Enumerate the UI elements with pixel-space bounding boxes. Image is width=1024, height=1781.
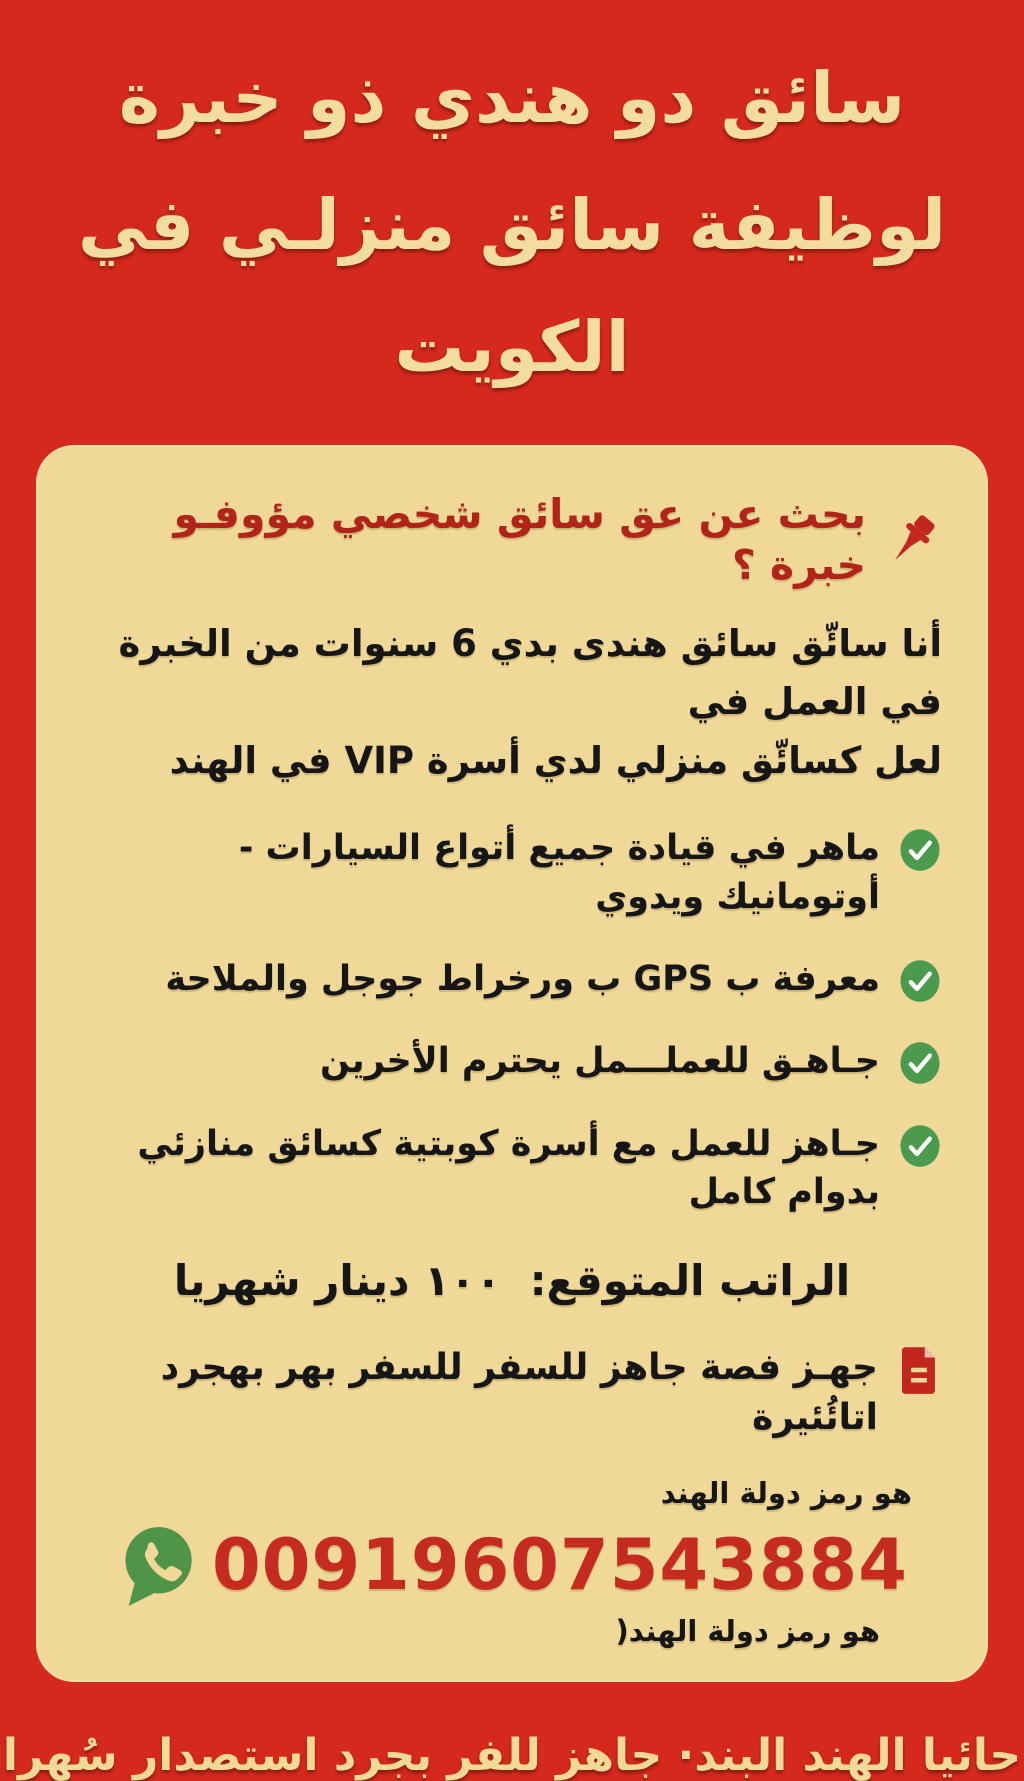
expected-salary bbox=[82, 1256, 942, 1305]
bullet-gps-knowledge bbox=[82, 955, 942, 1003]
phone-contact-row[interactable] bbox=[82, 1522, 942, 1608]
salary-label: الراتب المتوقع: bbox=[529, 1256, 851, 1306]
check-icon bbox=[898, 1120, 942, 1168]
country-code-note-top: هو رمز دولة الهند bbox=[660, 1476, 912, 1511]
bullet-text: معرفة ب GPS ب ورخراط جوجل والملاحة bbox=[165, 958, 880, 999]
bullet-fulltime-family bbox=[82, 1120, 942, 1217]
pushpin-icon bbox=[882, 510, 942, 570]
intro-line-1: أنا سائّق سائق هندى بدي 6 سنوات من الخبرة في العمل في bbox=[118, 622, 942, 724]
poster-title bbox=[0, 34, 1024, 409]
travel-note-text: جهـز فصة جاهز للسفر للسفر بهر بهجرد اتائُئيرة bbox=[160, 1347, 878, 1438]
phone-number[interactable]: 00919607543884 bbox=[212, 1524, 908, 1607]
title-line-1: سائق دو هندي ذو خبرة bbox=[118, 57, 906, 139]
intro-line-2: لعل كسائّق منزلي لدي أسرة VIP في الهند bbox=[169, 738, 942, 782]
card-heading-text: بحث عن عق سائق شخصي مؤوفـو خبرة ؟ bbox=[173, 489, 866, 589]
whatsapp-icon[interactable] bbox=[116, 1522, 198, 1608]
travel-ready-note bbox=[82, 1343, 942, 1442]
bullet-respectful-work bbox=[82, 1037, 942, 1085]
bullet-text: جـاهز للعمل مع أسرة كوبتية كسائق منازئي بدوام كامل bbox=[137, 1123, 880, 1212]
title-line-2: لوظيفة سائق منزلـي في الكويت bbox=[77, 183, 947, 388]
footer-tagline: حائيا الهند البند· جاهز للفر بجرد استصدار سُهرا bbox=[2, 1730, 1022, 1781]
bullet-skilled-driving bbox=[82, 824, 942, 921]
bullet-text: جـاهـق للعملـــمل يحترم الأخرين bbox=[320, 1041, 880, 1082]
info-card bbox=[36, 445, 988, 1683]
salary-value: ١٠٠ دينار شهريا bbox=[173, 1256, 502, 1306]
check-icon bbox=[898, 824, 942, 872]
bullet-text: ماهر في قيادة جميع أتواع السيارات - أوتومانيك ويدوي bbox=[238, 828, 880, 917]
check-icon bbox=[898, 1037, 942, 1085]
country-code-note-bottom: هو رمز دولة الهند( bbox=[615, 1614, 880, 1649]
document-icon bbox=[896, 1343, 942, 1395]
intro-paragraph bbox=[82, 615, 942, 790]
check-icon bbox=[898, 955, 942, 1003]
card-heading bbox=[82, 489, 942, 592]
